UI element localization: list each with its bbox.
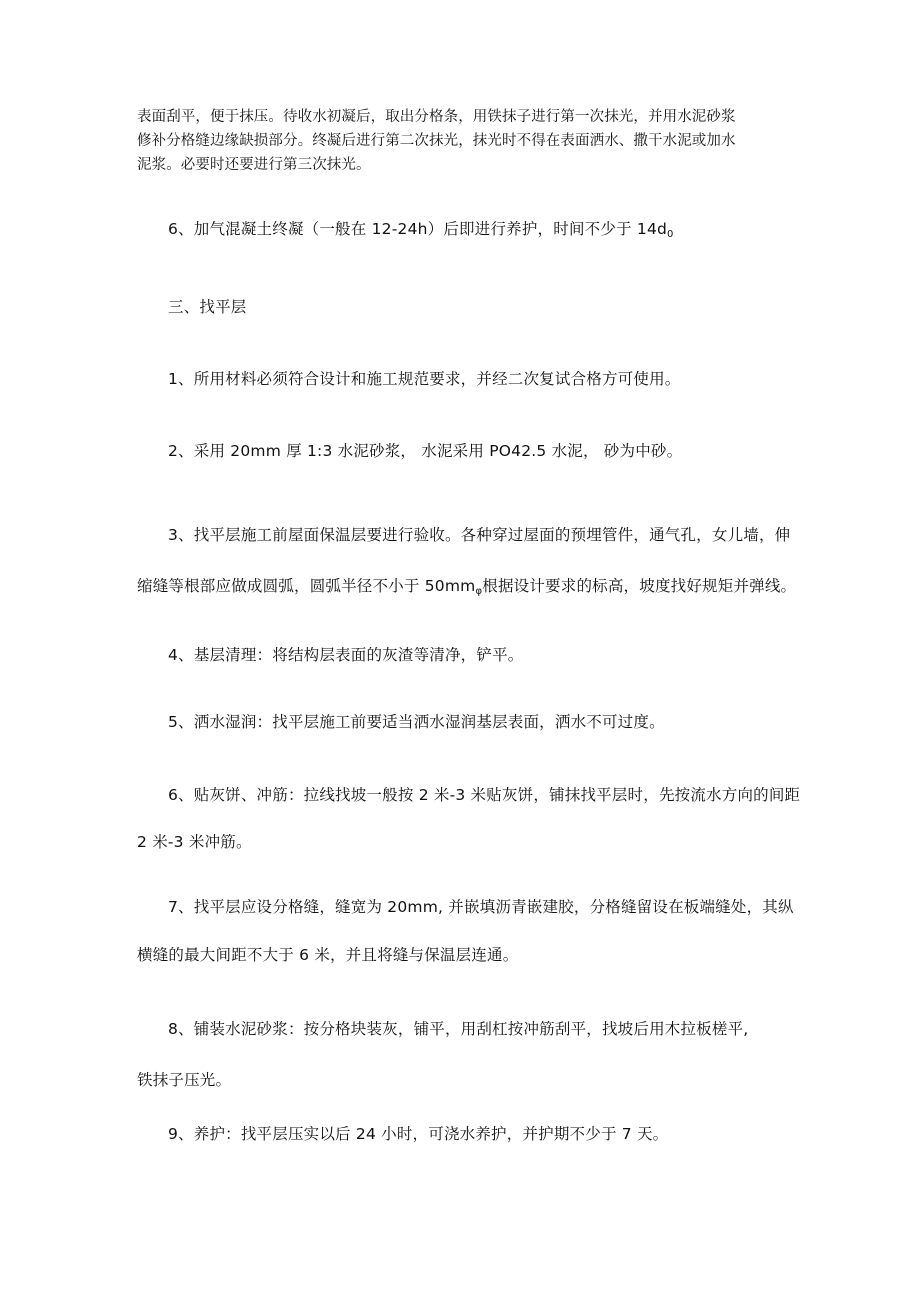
item-8-line-2: 铁抹子压光。	[137, 1071, 232, 1089]
item-6-line-1: 6、贴灰饼、冲筋：拉线找坡一般按 2 米-3 米贴灰饼，铺抹找平层时，先按流水方向的间距	[168, 786, 801, 804]
item-3-line-2-b: 根据设计要求的标高，坡度找好规矩并弹线。	[482, 577, 797, 595]
item-5: 5、洒水湿润：找平层施工前要适当洒水湿润基层表面，洒水不可过度。	[168, 713, 665, 731]
item-1: 1、所用材料必须符合设计和施工规范要求，并经二次复试合格方可使用。	[168, 370, 681, 388]
item-3-line-2	[137, 576, 796, 602]
intro-line-1: 表面刮平，便于抹压。待收水初凝后，取出分格条，用铁抹子进行第一次抹光，并用水泥砂浆	[137, 109, 736, 125]
item-8-line-1: 8、铺装水泥砂浆：按分格块装灰，铺平，用刮杠按冲筋刮平，找坡后用木拉板槎平,	[168, 1020, 749, 1038]
curing-text: 6、加气混凝土终凝（一般在 12-24h）后即进行养护，时间不少于 14d	[168, 220, 668, 238]
curing-subscript: 0	[667, 229, 674, 240]
item-9: 9、养护：找平层压实以后 24 小时，可浇水养护，并护期不少于 7 天。	[168, 1125, 669, 1143]
item-2: 2、采用 20mm 厚 1:3 水泥砂浆， 水泥采用 PO42.5 水泥， 砂为中砂。	[168, 442, 683, 460]
intro-line-3: 泥浆。必要时还要进行第三次抹光。	[137, 157, 371, 173]
section-heading: 三、找平层	[168, 298, 247, 316]
item-3-subscript: φ	[475, 586, 483, 597]
item-4: 4、基层清理：将结构层表面的灰渣等清净，铲平。	[168, 646, 524, 664]
intro-line-2: 修补分格缝边缘缺损部分。终凝后进行第二次抹光，抹光时不得在表面洒水、撒干水泥或加水	[137, 133, 736, 149]
item-7-line-1: 7、找平层应设分格缝，缝宽为 20mm, 并嵌填沥青嵌建胶，分格缝留设在板端缝处，其纵	[168, 898, 794, 916]
item-6-line-2: 2 米-3 米冲筋。	[137, 833, 252, 851]
item-3-line-2-a: 缩缝等根部应做成圆弧，圆弧半径不小于 50mm	[137, 577, 476, 595]
item-7-line-2: 横缝的最大间距不大于 6 米，并且将缝与保温层连通。	[137, 946, 519, 964]
curing-paragraph	[168, 219, 674, 245]
item-3-line-1: 3、找平层施工前屋面保温层要进行验收。各种穿过屋面的预埋管件，通气孔，女儿墙，伸	[168, 526, 791, 544]
